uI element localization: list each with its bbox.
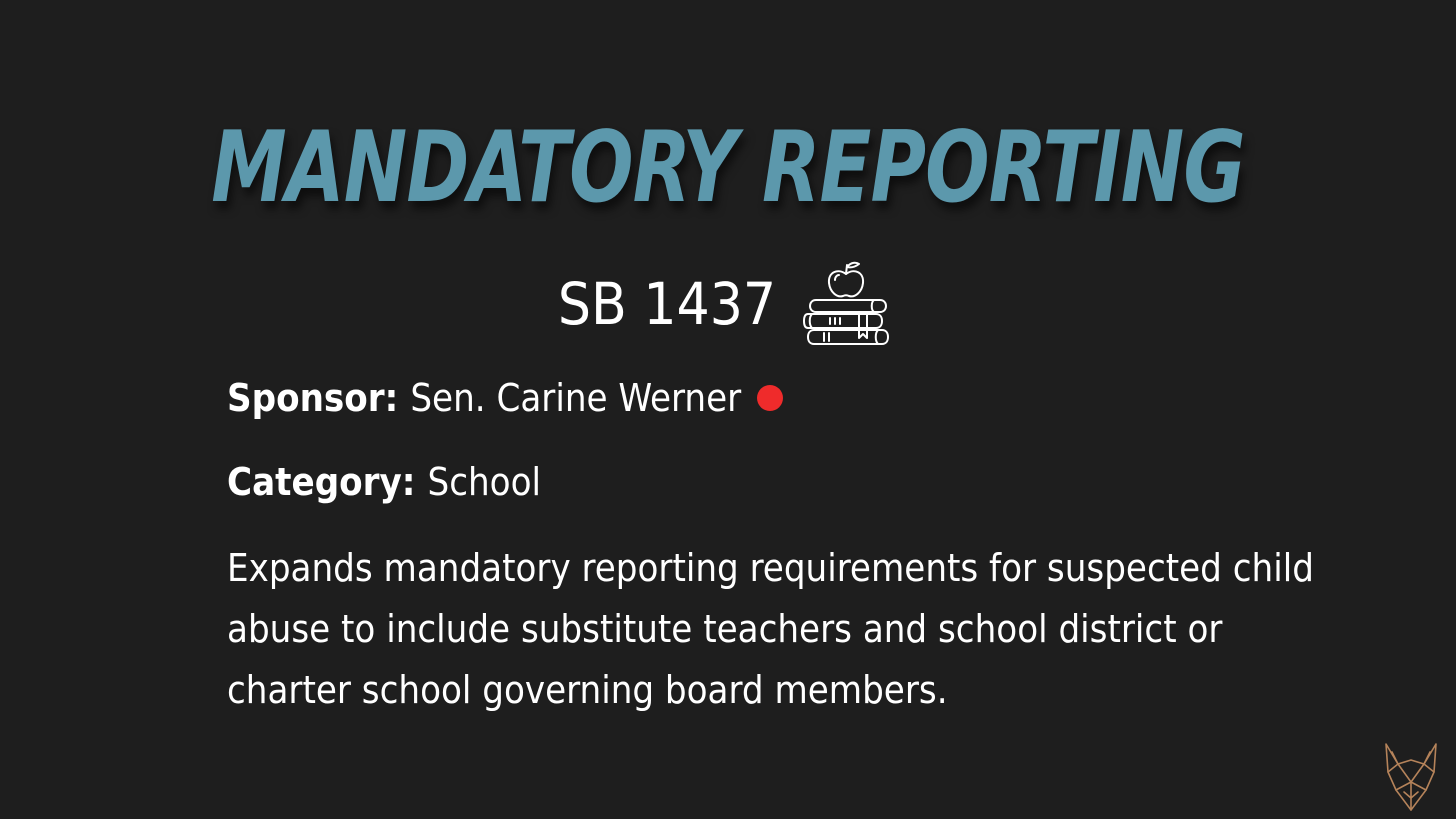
category-line: [227, 459, 541, 505]
sponsor-label: Sponsor:: [227, 376, 399, 420]
category-value: School: [427, 460, 541, 504]
bill-number: SB 1437: [557, 270, 777, 338]
slide-title: MANDATORY REPORTING: [211, 111, 1245, 225]
category-label: Category:: [227, 460, 416, 504]
books-with-apple-icon: [802, 258, 890, 350]
sponsor-name: Sen. Carine Werner: [410, 376, 742, 420]
sponsor-line: [227, 375, 783, 421]
party-indicator-dot: [757, 385, 783, 411]
bill-description: Expands mandatory reporting requirements for suspected child abuse to include substitute teachers and school district or charter school governing board members.: [227, 546, 1314, 712]
wolf-head-logo-icon: [1382, 742, 1440, 812]
bill-row: [0, 256, 1456, 352]
